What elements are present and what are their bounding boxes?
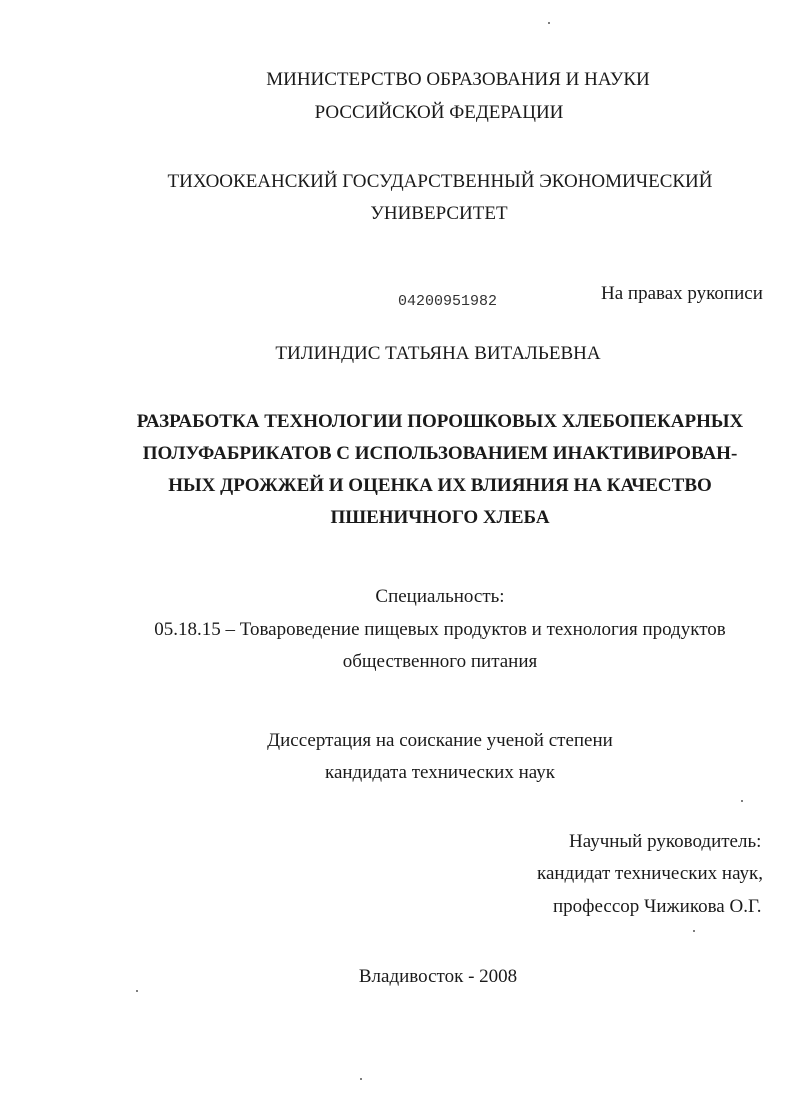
title-line-4: ПШЕНИЧНОГО ХЛЕБА [330, 507, 550, 528]
supervisor-label: Научный руководитель: [569, 831, 762, 852]
scan-speck [741, 800, 743, 802]
catalog-number: 04200951982 [398, 293, 498, 310]
author-name: ТИЛИНДИС ТАТЬЯНА ВИТАЛЬЕВНА [275, 343, 601, 364]
university-line-2: УНИВЕРСИТЕТ [370, 203, 508, 224]
specialty-label: Специальность: [375, 586, 505, 607]
scan-speck [136, 990, 138, 992]
degree-line-2: кандидата технических наук [325, 762, 555, 783]
university-line-1: ТИХООКЕАНСКИЙ ГОСУДАРСТВЕННЫЙ ЭКОНОМИЧЕСКИЙ [167, 171, 713, 192]
degree-line-1: Диссертация на соискание ученой степени [267, 730, 613, 751]
scan-speck [693, 930, 695, 932]
title-line-2: ПОЛУФАБРИКАТОВ С ИСПОЛЬЗОВАНИЕМ ИНАКТИВИРОВАН- [142, 443, 738, 464]
supervisor-degree: кандидат технических наук, [537, 863, 764, 884]
supervisor-name: профессор Чижикова О.Г. [553, 896, 762, 917]
ministry-line-1: МИНИСТЕРСТВО ОБРАЗОВАНИЯ И НАУКИ [266, 69, 650, 90]
ministry-line-2: РОССИЙСКОЙ ФЕДЕРАЦИИ [314, 102, 564, 123]
specialty-line-2: общественного питания [342, 651, 538, 672]
scan-speck [360, 1078, 362, 1080]
title-line-3: НЫХ ДРОЖЖЕЙ И ОЦЕНКА ИХ ВЛИЯНИЯ НА КАЧЕСТВО [168, 475, 712, 496]
city-year: Владивосток - 2008 [358, 966, 518, 987]
scan-speck [548, 22, 550, 24]
rights-note: На правах рукописи [601, 283, 763, 304]
specialty-line-1: 05.18.15 – Товароведение пищевых продуктов и технология продуктов [154, 619, 726, 640]
title-line-1: РАЗРАБОТКА ТЕХНОЛОГИИ ПОРОШКОВЫХ ХЛЕБОПЕКАРНЫХ [136, 411, 744, 432]
